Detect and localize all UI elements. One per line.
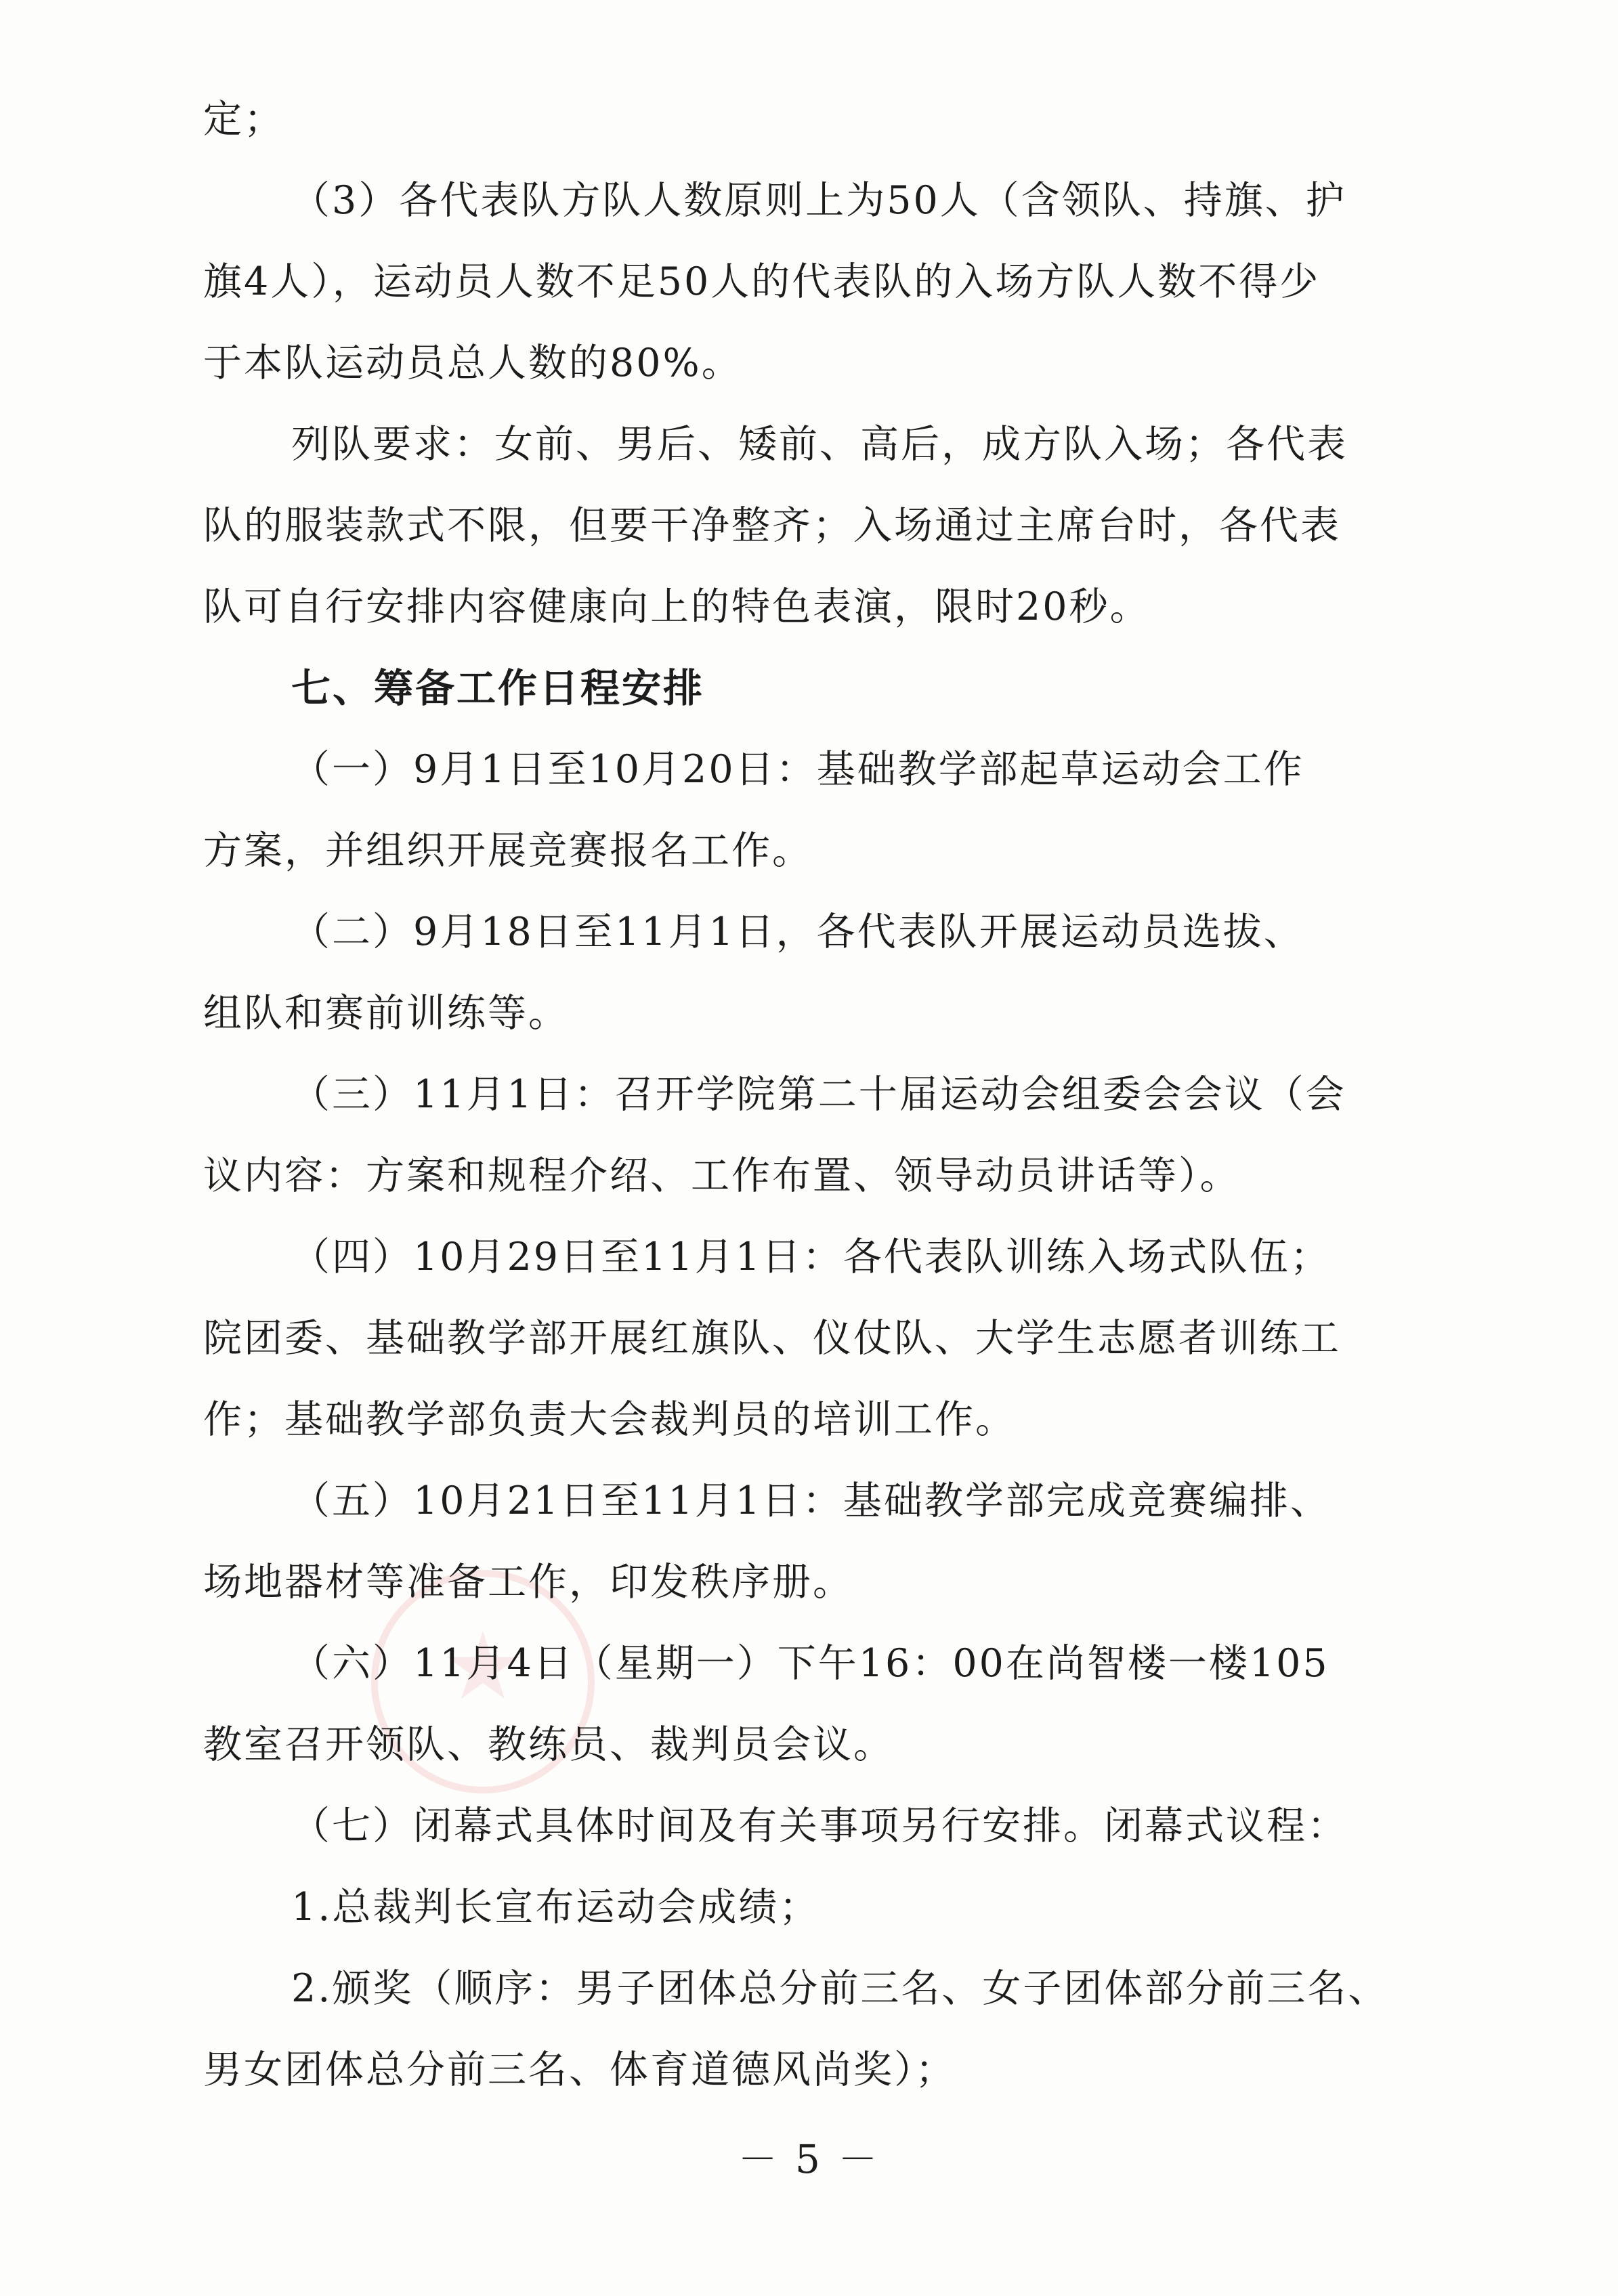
text-line: 队可自行安排内容健康向上的特色表演，限时20秒。 (203, 584, 1151, 629)
text-line: 院团委、基础教学部开展红旗队、仪仗队、大学生志愿者训练工 (203, 1316, 1341, 1361)
text-line: 作；基础教学部负责大会裁判员的培训工作。 (203, 1397, 1016, 1442)
text-line: 2.颁奖（顺序：男子团体总分前三名、女子团体部分前三名、 (291, 1966, 1389, 2011)
text-line: 议内容：方案和规程介绍、工作布置、领导动员讲话等）。 (203, 1153, 1241, 1198)
text-line: （四）10月29日至11月1日：各代表队训练入场式队伍； (291, 1235, 1331, 1279)
text-line: （二）9月18日至11月1日，各代表队开展运动员选拔、 (291, 910, 1304, 954)
text-line: 1.总裁判长宣布运动会成绩； (291, 1885, 820, 1930)
text-line: 教室召开领队、教练员、裁判员会议。 (203, 1722, 894, 1767)
text-line: （五）10月21日至11月1日：基础教学部完成竞赛编排、 (291, 1479, 1331, 1523)
section-heading: 七、筹备工作日程安排 (291, 665, 705, 711)
text-line: （七）闭幕式具体时间及有关事项另行安排。闭幕式议程： (291, 1804, 1348, 1848)
text-line: 旗4人），运动员人数不足50人的代表队的入场方队人数不得少 (203, 259, 1321, 304)
text-line: （三）11月1日：召开学院第二十届运动会组委会会议（会 (291, 1072, 1346, 1117)
text-line: 场地器材等准备工作，印发秩序册。 (203, 1560, 853, 1604)
page-number: － 5 － (738, 2136, 880, 2182)
text-line: 方案，并组织开展竞赛报名工作。 (203, 828, 813, 873)
text-line: 于本队运动员总人数的80%。 (203, 341, 742, 385)
text-line: （六）11月4日（星期一）下午16：00在尚智楼一楼105 (291, 1641, 1329, 1686)
text-line: 定； (203, 97, 284, 142)
text-line: 组队和赛前训练等。 (203, 991, 569, 1036)
text-line: （3）各代表队方队人数原则上为50人（含领队、持旗、护 (291, 178, 1346, 223)
text-line: 列队要求：女前、男后、矮前、高后，成方队入场；各代表 (291, 422, 1348, 467)
text-line: （一）9月1日至10月20日：基础教学部起草运动会工作 (291, 747, 1304, 792)
text-line: 男女团体总分前三名、体育道德风尚奖）； (203, 2047, 956, 2092)
text-line: 队的服装款式不限，但要干净整齐；入场通过主席台时，各代表 (203, 503, 1341, 548)
